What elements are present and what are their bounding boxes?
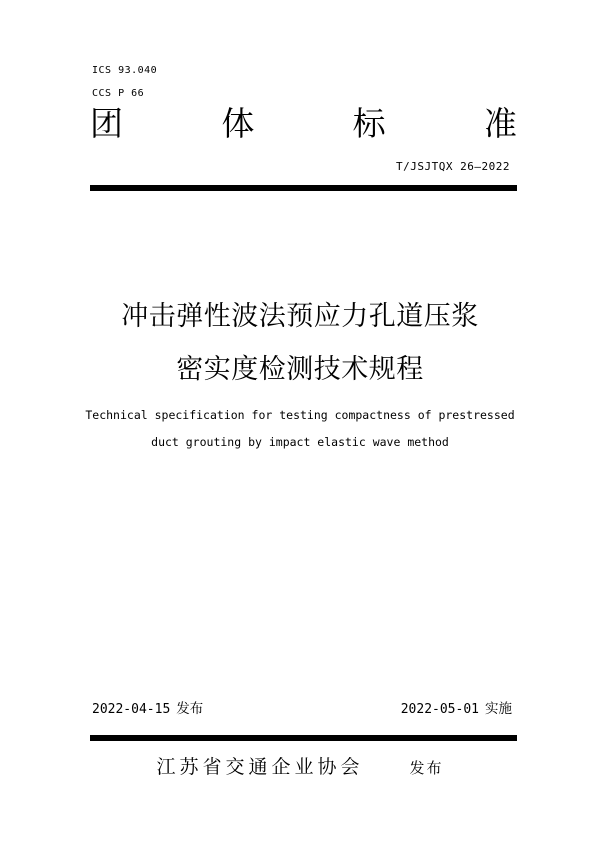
header-rule: [90, 185, 517, 191]
standard-number: T/JSJTQX 26—2022: [396, 160, 510, 173]
doc-type-char-3: 标: [352, 105, 386, 142]
ics-code: ICS 93.040: [92, 65, 158, 76]
implementation-date-label: 实施: [485, 701, 512, 716]
doc-type-char-4: 准: [483, 105, 517, 142]
implementation-date-group: [401, 702, 512, 716]
title-english-line2: duct grouting by impact elastic wave method: [151, 435, 449, 449]
doc-type-char-1: 团: [90, 105, 123, 142]
document-type-title: [90, 107, 517, 140]
implementation-date: 2022-05-01: [400, 702, 479, 717]
title-chinese-line2: 密实度检测技术规程: [176, 354, 424, 384]
footer-rule: [90, 735, 517, 741]
title-english-line1: Technical specification for testing compactness of prestressed: [85, 408, 515, 422]
ccs-code: CCS P 66: [92, 88, 145, 99]
title-chinese-line1: 冲击弹性波法预应力孔道压浆: [121, 301, 479, 331]
doc-type-char-2: 体: [221, 105, 255, 142]
publish-label: 发布: [409, 760, 444, 777]
issuer-row: [0, 752, 600, 779]
issue-date-label: 发布: [176, 701, 204, 716]
issue-date-group: [92, 702, 203, 716]
issuing-organization: 江苏省交通企业协会: [156, 757, 364, 778]
dates-row: [92, 702, 512, 716]
issue-date: 2022-04-15: [92, 702, 171, 717]
